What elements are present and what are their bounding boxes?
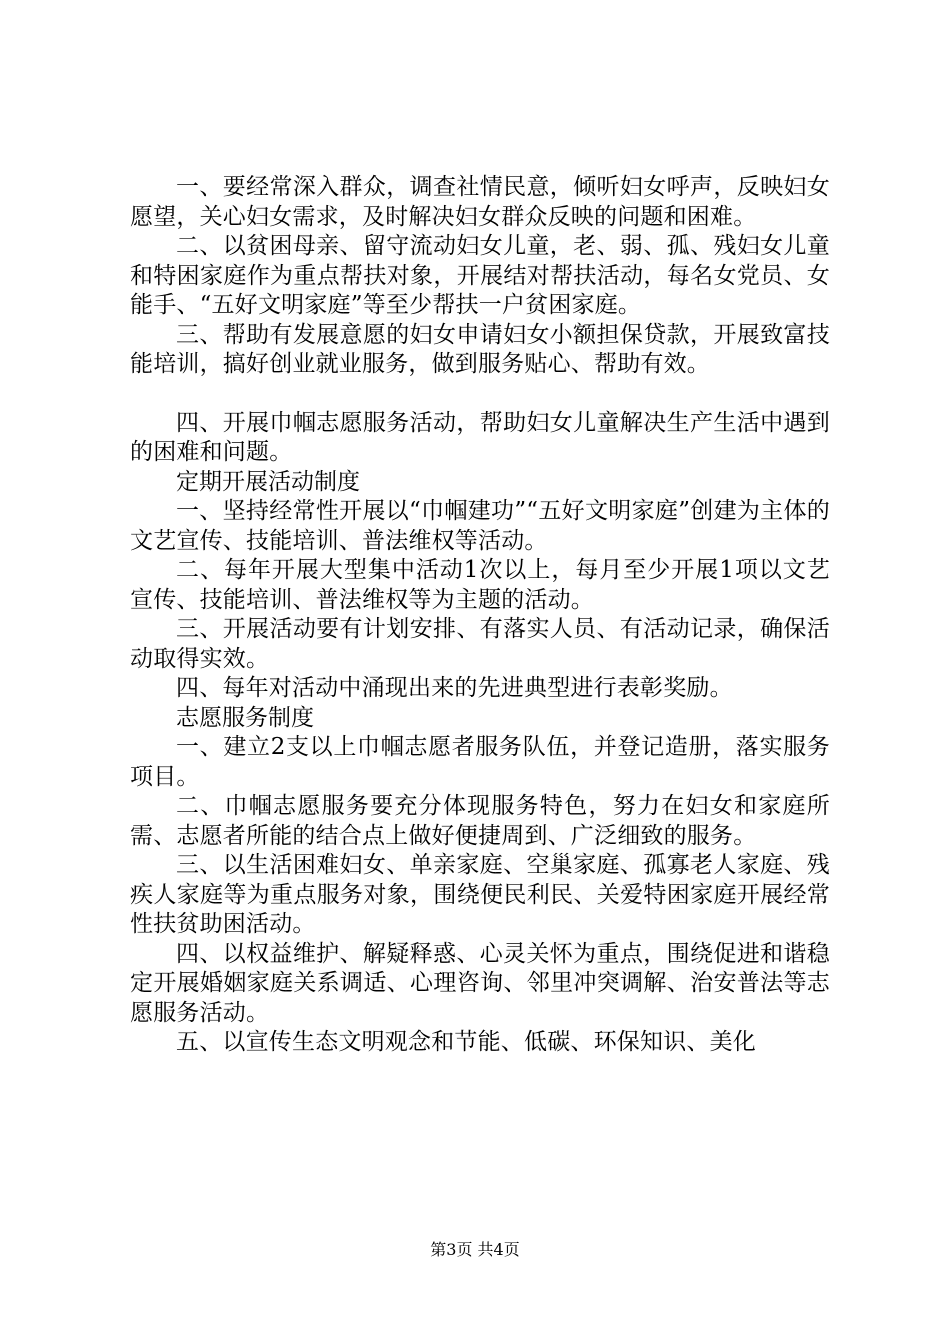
section-heading-activities: 定期开展活动制度 (176, 468, 360, 495)
page-footer: 第3页 共4页 (430, 1240, 520, 1259)
activities-paragraph-4: 四、每年对活动中涌现出来的先进典型进行表彰奖励。 (176, 675, 733, 701)
document-body (130, 173, 830, 1058)
section-heading-volunteer: 志愿服务制度 (176, 704, 314, 731)
volunteer-paragraph-3: 三、以生活困难妇女、单亲家庭、空巢家庭、孤寡老人家庭、残疾人家庭等为重点服务对象，围绕便民利民、关爱特困家庭开展经常性扶贫助困活动。 (130, 852, 830, 937)
volunteer-paragraph-5: 五、以宣传生态文明观念和节能、低碳、环保知识、美化 (176, 1029, 756, 1055)
activities-paragraph-3: 三、开展活动要有计划安排、有落实人员、有活动记录，确保活动取得实效。 (130, 616, 830, 672)
volunteer-paragraph-2: 二、巾帼志愿服务要充分体现服务特色，努力在妇女和家庭所需、志愿者所能的结合点上做好便捷周到、广泛细致的服务。 (130, 793, 830, 849)
volunteer-paragraph-1: 一、建立2支以上巾帼志愿者服务队伍，并登记造册，落实服务项目。 (130, 734, 830, 790)
activities-paragraph-1: 一、坚持经常性开展以“巾帼建功”“五好文明家庭”创建为主体的文艺宣传、技能培训、普法维权等活动。 (130, 498, 830, 554)
paragraph-4: 四、开展巾帼志愿服务活动，帮助妇女儿童解决生产生活中遇到的困难和问题。 (130, 409, 830, 465)
activities-paragraph-2: 二、每年开展大型集中活动1次以上，每月至少开展1项以文艺宣传、技能培训、普法维权等为主题的活动。 (130, 557, 830, 613)
paragraph-3: 三、帮助有发展意愿的妇女申请妇女小额担保贷款，开展致富技能培训，搞好创业就业服务，做到服务贴心、帮助有效。 (130, 321, 830, 377)
paragraph-2: 二、以贫困母亲、留守流动妇女儿童，老、弱、孤、残妇女儿童和特困家庭作为重点帮扶对象，开展结对帮扶活动，每名女党员、女能手、“五好文明家庭”等至少帮扶一户贫困家庭。 (130, 233, 830, 318)
paragraph-1: 一、要经常深入群众，调查社情民意，倾听妇女呼声，反映妇女愿望，关心妇女需求，及时解决妇女群众反映的问题和困难。 (130, 174, 830, 230)
volunteer-paragraph-4: 四、以权益维护、解疑释惑、心灵关怀为重点，围绕促进和谐稳定开展婚姻家庭关系调适、心理咨询、邻里冲突调解、治安普法等志愿服务活动。 (130, 940, 830, 1026)
